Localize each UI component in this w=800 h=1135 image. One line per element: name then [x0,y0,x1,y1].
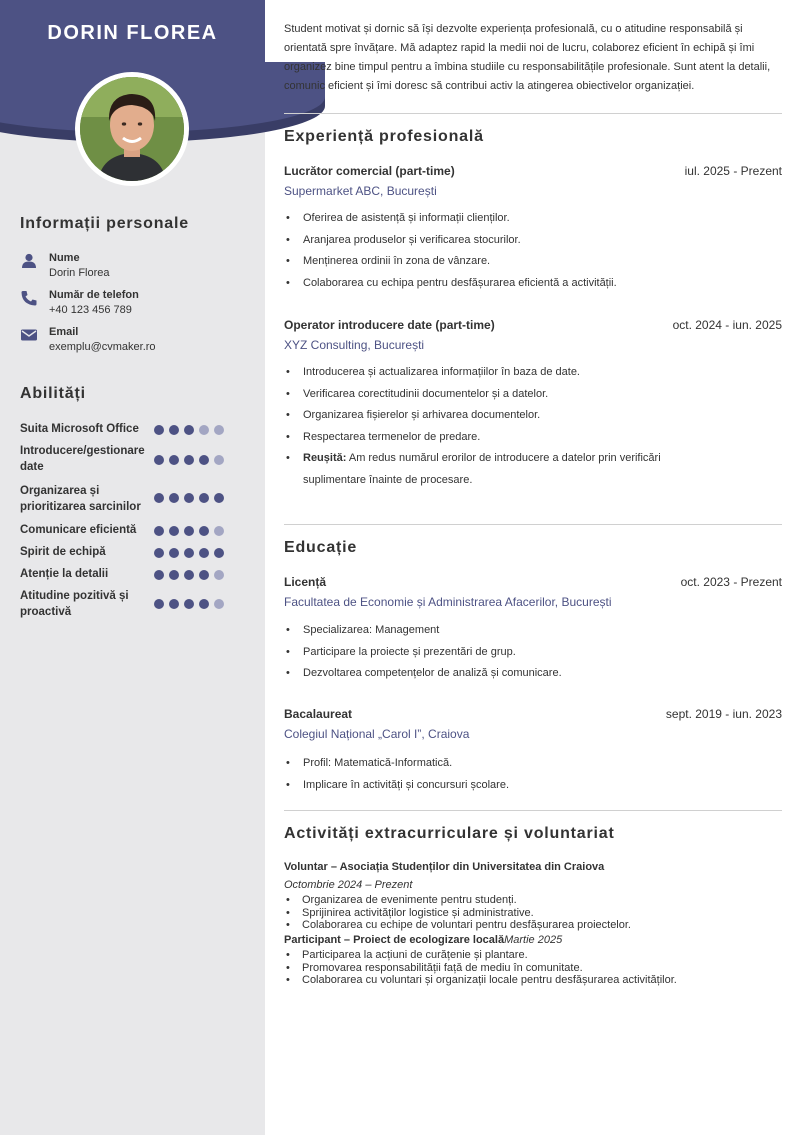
list-item: • Implicare în activități și concursuri școlare. [284,775,782,797]
skill-name: Introducere/gestionare date [20,445,145,473]
list-item: • Respectarea termenelor de predare. [284,427,782,449]
education-bullets [284,620,782,685]
info-value: +40 123 456 789 [49,304,132,316]
rating-dot-filled [169,599,179,609]
rating-dot-filled [169,455,179,465]
experience-title: Experiență profesională [284,128,484,145]
rating-dot-filled [169,548,179,558]
skill-rating [154,548,234,558]
rating-dot-empty [214,570,224,580]
skill-rating [154,425,234,435]
activities-title: Activități extracurriculare și voluntariat [284,825,615,842]
candidate-name: DORIN FLOREA [47,22,218,44]
rating-dot-empty [214,425,224,435]
rating-dot-filled [154,455,164,465]
rating-dot-filled [214,548,224,558]
rating-dot-filled [199,526,209,536]
sidebar [0,0,265,1135]
list-item: • Verificarea corectitudinii documentelor și a datelor. [284,384,782,406]
rating-dot-filled [154,425,164,435]
list-item: • Introducerea și actualizarea informațiilor în baza de date. [284,362,782,384]
rating-dot-filled [199,599,209,609]
rating-dot-filled [169,425,179,435]
activity-title: Participant – Proiect de ecologizare locală [284,934,505,946]
rating-dot-filled [169,570,179,580]
info-name [20,252,250,286]
rating-dot-filled [154,570,164,580]
rating-dot-filled [199,570,209,580]
list-item: • Aranjarea produselor și verificarea stocurilor. [284,230,782,252]
skill-rating [154,599,234,609]
rating-dot-filled [169,526,179,536]
skill-name: Organizarea și prioritizarea sarcinilor [20,485,141,513]
list-item: • Organizarea fișierelor și arhivarea documentelor. [284,405,782,427]
skill-name: Atenție la detalii [20,568,109,580]
skill-rating [154,455,234,465]
info-label: Email [49,326,79,338]
education-date: sept. 2019 - iun. 2023 [665,707,782,721]
rating-dot-filled [184,455,194,465]
list-item: • Colaborarea cu voluntari și organizații locale pentru desfășurarea activităților. [284,974,782,987]
rating-dot-filled [199,493,209,503]
activity-bullets [284,949,782,987]
skill-rating [154,493,234,503]
job-title: Operator introducere date (part-time) [284,318,495,332]
list-item: • Dezvoltarea competențelor de analiză și comunicare. [284,663,782,685]
list-item: • Specializarea: Management [284,620,782,642]
education-bullets [284,753,782,796]
activity-title: Voluntar – Asociația Studenților din Universitatea din Craiova [284,861,605,873]
rating-dot-empty [199,425,209,435]
rating-dot-empty [214,455,224,465]
activity-date: Martie 2025 [504,934,563,946]
rating-dot-filled [184,493,194,503]
skill-rating [154,526,234,536]
rating-dot-filled [199,455,209,465]
rating-dot-filled [184,599,194,609]
rating-dot-filled [214,493,224,503]
info-label: Număr de telefon [49,289,139,301]
rating-dot-filled [184,570,194,580]
info-value: exemplu@cvmaker.ro [49,341,156,353]
info-phone [20,289,250,323]
profile-summary: Student motivat și dornic să își dezvolte experiența profesională, cu o atitudine responsabilă și orientată spre învățare. Mă adaptez rapid la medii noi de lucru, colaborez eficient în echipă și îmi organizez bine timpul pentru a îmbina studiile cu responsabilitățile profesionale. Sunt atent la detalii, comunic eficient și îmi doresc să contribui activ la atingerea obiectivelor organizației. [284,23,771,92]
rating-dot-filled [154,493,164,503]
info-label: Nume [49,252,80,264]
divider [284,113,782,114]
phone-icon [20,290,38,306]
activity-date: Octombrie 2024 – Prezent [284,879,413,891]
education-institution: Colegiul Național „Carol I”, Craiova [284,727,470,741]
rating-dot-filled [184,526,194,536]
education-date: oct. 2023 - Prezent [680,575,782,589]
skill-name: Suita Microsoft Office [20,423,139,435]
person-icon [20,253,38,269]
rating-dot-empty [214,599,224,609]
activity-bullets [284,894,782,932]
list-item: • Organizarea de evenimente pentru studenți. [284,894,782,907]
job-bullets [284,362,782,491]
degree-title: Bacalaureat [284,707,353,721]
list-item: • Colaborarea cu echipe de voluntari pentru desfășurarea proiectelor. [284,919,782,932]
job-employer: XYZ Consulting, București [284,338,425,352]
activity-title-row [284,934,562,946]
job-employer: Supermarket ABC, București [284,184,437,198]
list-item: • Participare la proiecte și prezentări de grup. [284,642,782,664]
rating-dot-filled [169,493,179,503]
list-item: • Sprijinirea activităților logistice și administrative. [284,907,782,920]
job-bullets [284,208,782,294]
list-item: • Profil: Matematică-Informatică. [284,753,782,775]
divider [284,524,782,525]
education-institution: Facultatea de Economie și Administrarea Afacerilor, București [284,595,612,609]
email-icon [20,327,38,343]
rating-dot-filled [154,548,164,558]
list-item: • Promovarea responsabilității față de mediu în comunitate. [284,962,782,975]
skills-title: Abilități [20,385,86,402]
job-title: Lucrător comercial (part-time) [284,164,455,178]
skill-rating [154,570,234,580]
skill-name: Comunicare eficientă [20,524,137,536]
job-date: oct. 2024 - iun. 2025 [672,318,782,332]
achievement-text: Am redus numărul erorilor de introducere a datelor prin verificări suplimentare înainte de procesare. [303,452,661,486]
degree-title: Licență [284,575,327,589]
skill-name: Atitudine pozitivă și proactivă [20,590,129,618]
list-item: • Oferirea de asistență și informații clienților. [284,208,782,230]
rating-dot-filled [199,548,209,558]
divider [284,810,782,811]
info-email [20,326,250,360]
rating-dot-filled [184,425,194,435]
list-item: • Participarea la acțiuni de curățenie și plantare. [284,949,782,962]
profile-photo [80,77,184,181]
rating-dot-filled [184,548,194,558]
education-title: Educație [284,539,358,556]
personal-info-title: Informații personale [20,215,189,232]
list-item: • Colaborarea cu echipa pentru desfășurarea eficientă a activității. [284,273,782,295]
rating-dot-filled [154,526,164,536]
achievement-label: Reușită: [303,452,347,464]
rating-dot-filled [154,599,164,609]
achievement-item [284,448,684,491]
job-date: iul. 2025 - Prezent [684,164,782,178]
rating-dot-empty [214,526,224,536]
info-value: Dorin Florea [49,267,110,279]
list-item: • Menținerea ordinii în zona de vânzare. [284,251,782,273]
skill-name: Spirit de echipă [20,546,106,558]
